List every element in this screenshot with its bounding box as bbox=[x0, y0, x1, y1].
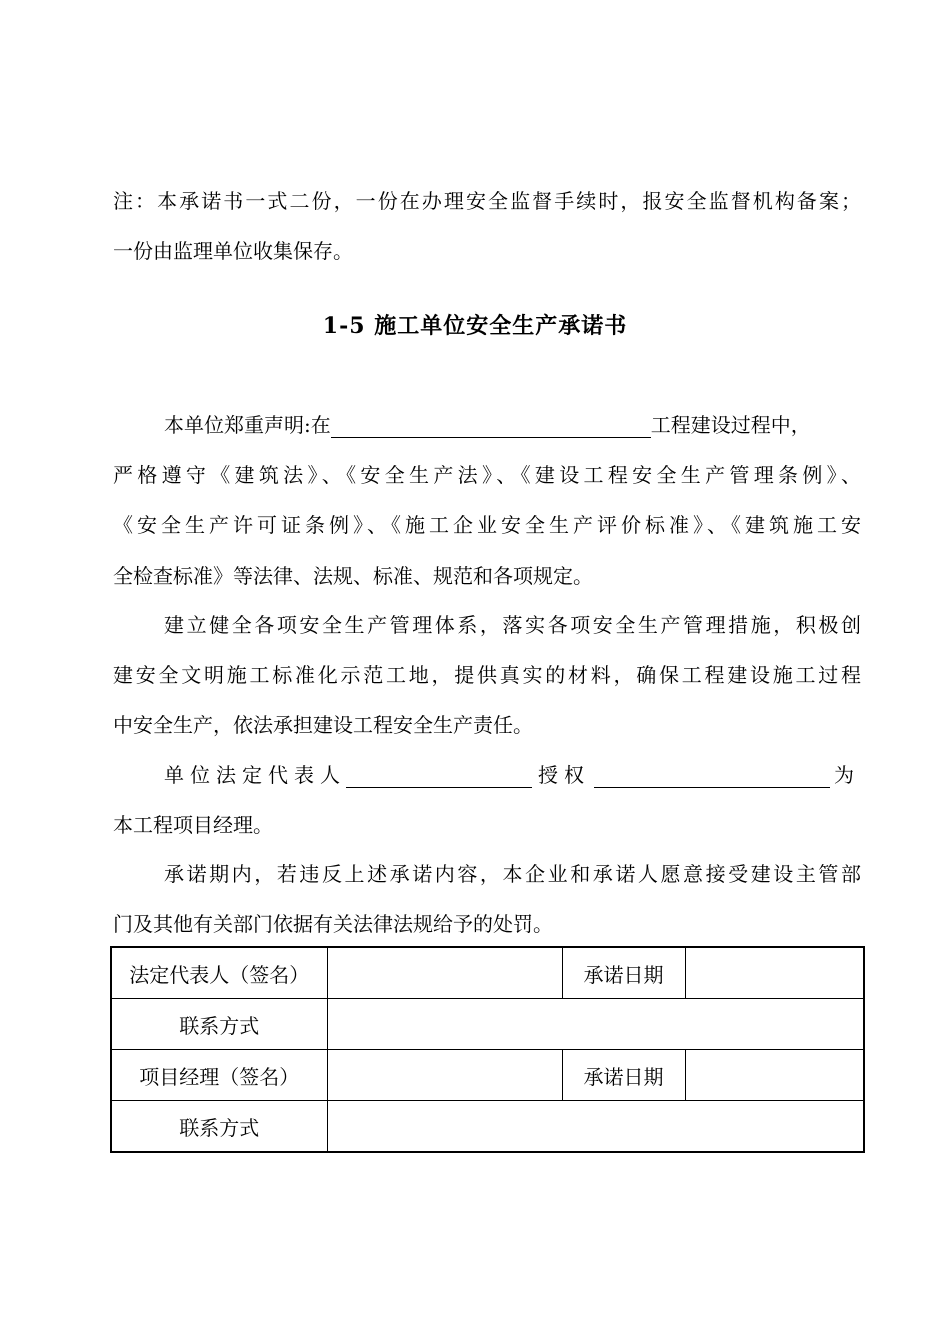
legal-rep-name-blank[interactable] bbox=[346, 765, 532, 788]
penalty-line-2: 门及其他有关部门依据有关法律法规给予的处罚。 bbox=[113, 912, 553, 936]
authorization-part-2: 授权 bbox=[538, 763, 590, 787]
table-row bbox=[111, 1101, 864, 1153]
note-line-1: 注：本承诺书一式二份，一份在办理安全监督手续时，报安全监督机构备案； bbox=[113, 189, 861, 213]
legal-rep-contact-cell[interactable] bbox=[327, 999, 864, 1050]
project-manager-label: 项目经理（签名） bbox=[111, 1050, 327, 1101]
declaration-line-2: 严格遵守《建筑法》、《安全生产法》、《建设工程安全生产管理条例》、 bbox=[113, 463, 861, 487]
project-manager-date-cell[interactable] bbox=[685, 1050, 864, 1101]
project-manager-contact-cell[interactable] bbox=[327, 1101, 864, 1153]
declaration-line-3: 《安全生产许可证条例》、《施工企业安全生产评价标准》、《建筑施工安 bbox=[113, 513, 861, 537]
commit-date-label: 承诺日期 bbox=[562, 1050, 685, 1101]
contact-label: 联系方式 bbox=[111, 999, 327, 1050]
contact-label: 联系方式 bbox=[111, 1101, 327, 1153]
page-title: 1-5 施工单位安全生产承诺书 bbox=[322, 313, 628, 339]
commitment-line-1: 建立健全各项安全生产管理体系，落实各项安全生产管理措施，积极创 bbox=[164, 613, 861, 637]
commit-date-label: 承诺日期 bbox=[562, 947, 685, 999]
project-name-blank[interactable] bbox=[331, 415, 651, 438]
authorization-line-2: 本工程项目经理。 bbox=[113, 813, 273, 837]
authorization-line-1 bbox=[164, 762, 861, 788]
signature-table bbox=[110, 946, 865, 1153]
project-manager-signature-cell[interactable] bbox=[327, 1050, 562, 1101]
table-row bbox=[111, 947, 864, 999]
legal-rep-date-cell[interactable] bbox=[685, 947, 864, 999]
declaration-line-4: 全检查标准》等法律、法规、标准、规范和各项规定。 bbox=[113, 564, 593, 588]
table-row bbox=[111, 1050, 864, 1101]
project-manager-name-blank[interactable] bbox=[594, 765, 830, 788]
declaration-suffix: 工程建设过程中， bbox=[650, 413, 811, 437]
commitment-line-3: 中安全生产，依法承担建设工程安全生产责任。 bbox=[113, 713, 533, 737]
legal-rep-label: 法定代表人（签名） bbox=[111, 947, 327, 999]
legal-rep-signature-cell[interactable] bbox=[327, 947, 562, 999]
penalty-line-1: 承诺期内，若违反上述承诺内容，本企业和承诺人愿意接受建设主管部 bbox=[164, 862, 861, 886]
authorization-part-1: 单位法定代表人 bbox=[164, 763, 346, 787]
commitment-line-2: 建安全文明施工标准化示范工地，提供真实的材料，确保工程建设施工过程 bbox=[113, 663, 861, 687]
table-row bbox=[111, 999, 864, 1050]
declaration-prefix: 本单位郑重声明:在 bbox=[164, 413, 331, 437]
authorization-part-3: 为 bbox=[834, 763, 854, 787]
declaration-line-1 bbox=[164, 412, 861, 438]
note-line-2: 一份由监理单位收集保存。 bbox=[113, 239, 353, 263]
